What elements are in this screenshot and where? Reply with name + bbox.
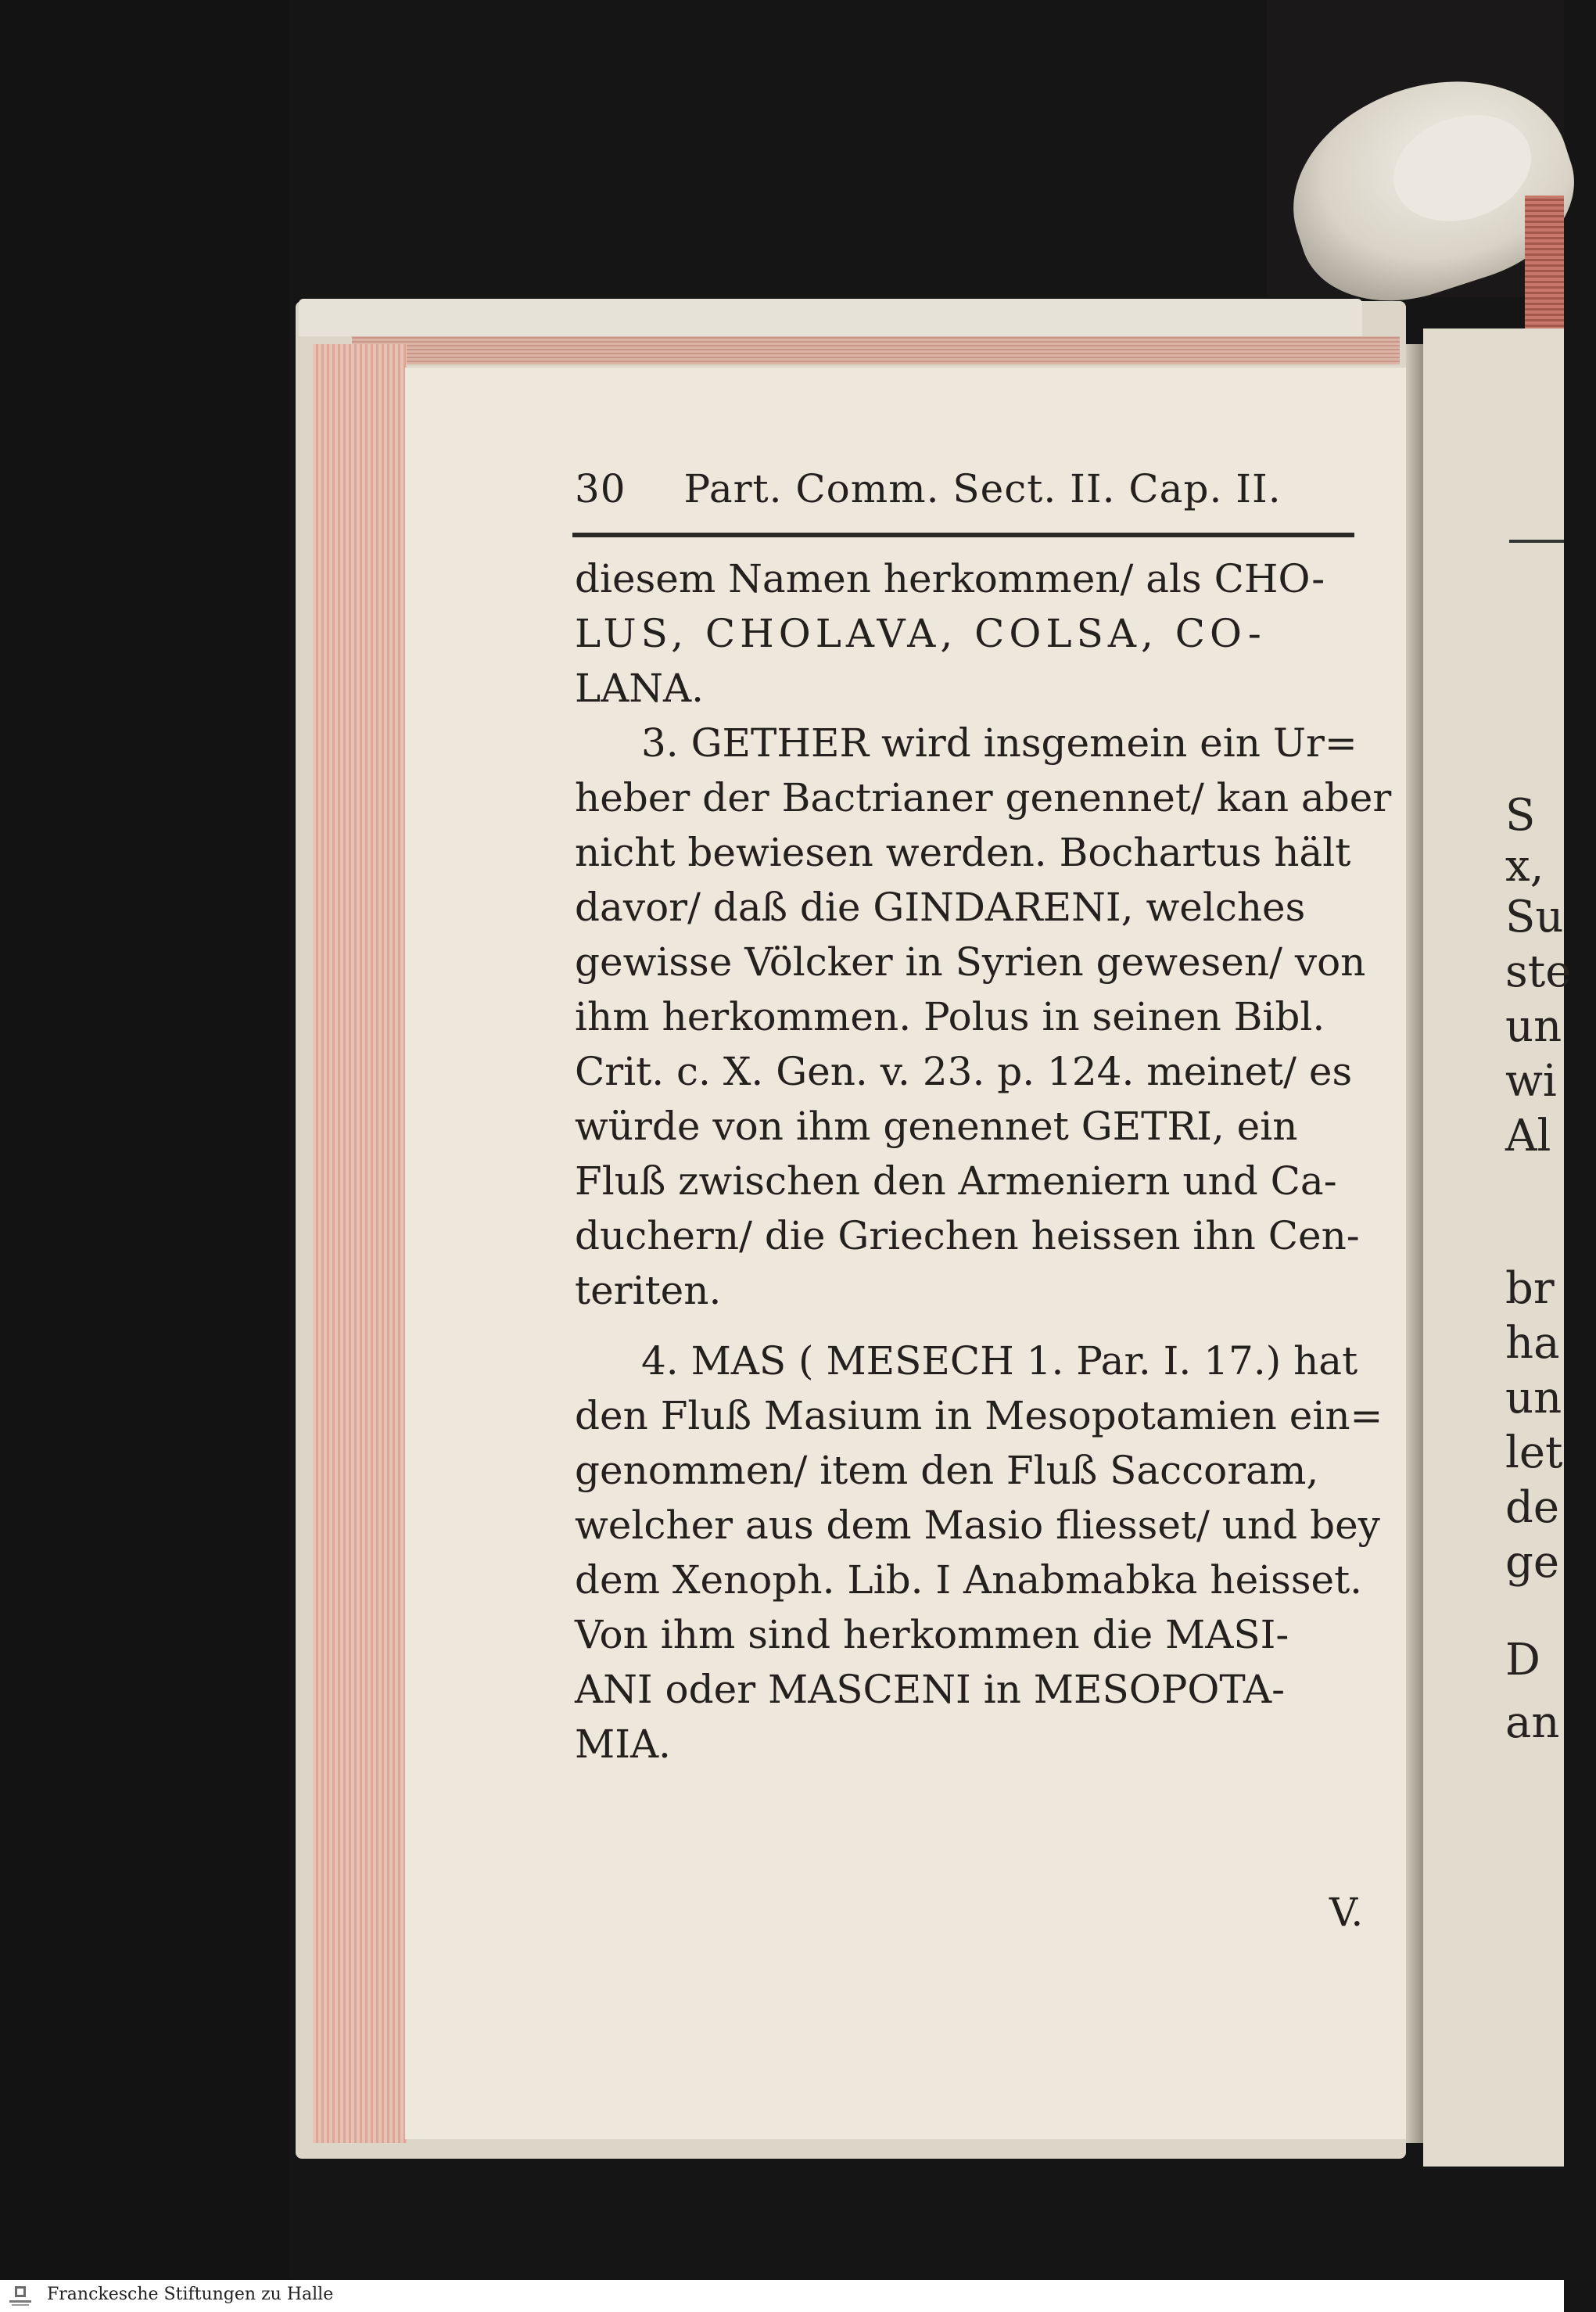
facing-page <box>1423 328 1572 2167</box>
text-line: 4. MAS ( MESECH 1. Par. I. 17.) hat <box>641 1338 1358 1384</box>
facing-page-fragment: de <box>1505 1482 1559 1533</box>
page-number: 30 <box>575 466 626 512</box>
text-line: davor/ daß die GINDARENI, welches <box>575 885 1306 930</box>
text-line: diesem Namen herkommen/ als CHO- <box>575 556 1325 601</box>
text-line: Fluß zwischen den Armeniern und Ca- <box>575 1158 1337 1204</box>
facing-page-fragment: D <box>1505 1635 1540 1686</box>
running-header <box>575 466 1376 512</box>
text-line: LANA. <box>575 666 705 711</box>
text-line: Crit. c. X. Gen. v. 23. p. 124. meinet/ es <box>575 1049 1353 1094</box>
facing-page-fragment: an <box>1505 1697 1560 1748</box>
text-line: dem Xenoph. Lib. I Anabmabka heisset. <box>575 1557 1363 1603</box>
footer-institution: Franckesche Stiftungen zu Halle <box>47 2285 334 2304</box>
text-line: duchern/ die Griechen heissen ihn Cen- <box>575 1213 1360 1258</box>
red-page-edge-left <box>313 344 407 2143</box>
facing-page-fragment: un <box>1505 1001 1562 1052</box>
facing-page-fragment: un <box>1505 1373 1562 1423</box>
institution-logo-icon <box>5 2285 36 2308</box>
text-line: welcher aus dem Masio fliesset/ und bey <box>575 1502 1380 1548</box>
text-line: ihm herkommen. Polus in seinen Bibl. <box>575 994 1325 1039</box>
text-line: genommen/ item den Fluß Saccoram, <box>575 1448 1319 1493</box>
background-left <box>0 0 289 2280</box>
facing-page-fragment: br <box>1505 1263 1555 1314</box>
facing-page-fragment: x, <box>1505 841 1544 892</box>
facing-page-fragment: ge <box>1505 1537 1559 1588</box>
text-line: teriten. <box>575 1268 722 1313</box>
red-page-edge-top <box>352 336 1400 364</box>
text-line: Von ihm sind herkommen die MASI- <box>575 1612 1289 1657</box>
text-line: 3. GETHER wird insgemein ein Ur= <box>641 720 1357 766</box>
text-line: LUS, CHOLAVA, COLSA, CO- <box>575 611 1266 656</box>
facing-page-fragment: ste <box>1505 946 1572 997</box>
running-title: Part. Comm. Sect. II. Cap. II. <box>683 466 1282 512</box>
facing-page-fragment: wi <box>1505 1056 1557 1107</box>
text-line: den Fluß Masium in Mesopotamien ein= <box>575 1393 1383 1438</box>
text-line: heber der Bactrianer genennet/ kan aber <box>575 775 1392 820</box>
facing-page-rule <box>1509 540 1564 543</box>
facing-page-fragment: ha <box>1505 1318 1560 1369</box>
text-line: würde von ihm genennet GETRI, ein <box>575 1104 1298 1149</box>
facing-page-fragment: Al <box>1505 1111 1551 1161</box>
facing-page-fragment: Su <box>1505 892 1564 942</box>
facing-page-fragment: S <box>1505 790 1536 841</box>
text-line: gewisse Völcker in Syrien gewesen/ von <box>575 939 1366 985</box>
header-rule <box>572 533 1354 537</box>
book-cover-top <box>299 299 1362 336</box>
text-line: ANI oder MASCENI in MESOPOTA- <box>575 1667 1285 1712</box>
catchword: V. <box>1329 1890 1364 1935</box>
facing-page-fragment: let <box>1505 1427 1563 1478</box>
text-line: MIA. <box>575 1721 671 1767</box>
text-line: nicht bewiesen werden. Bochartus hält <box>575 830 1351 875</box>
